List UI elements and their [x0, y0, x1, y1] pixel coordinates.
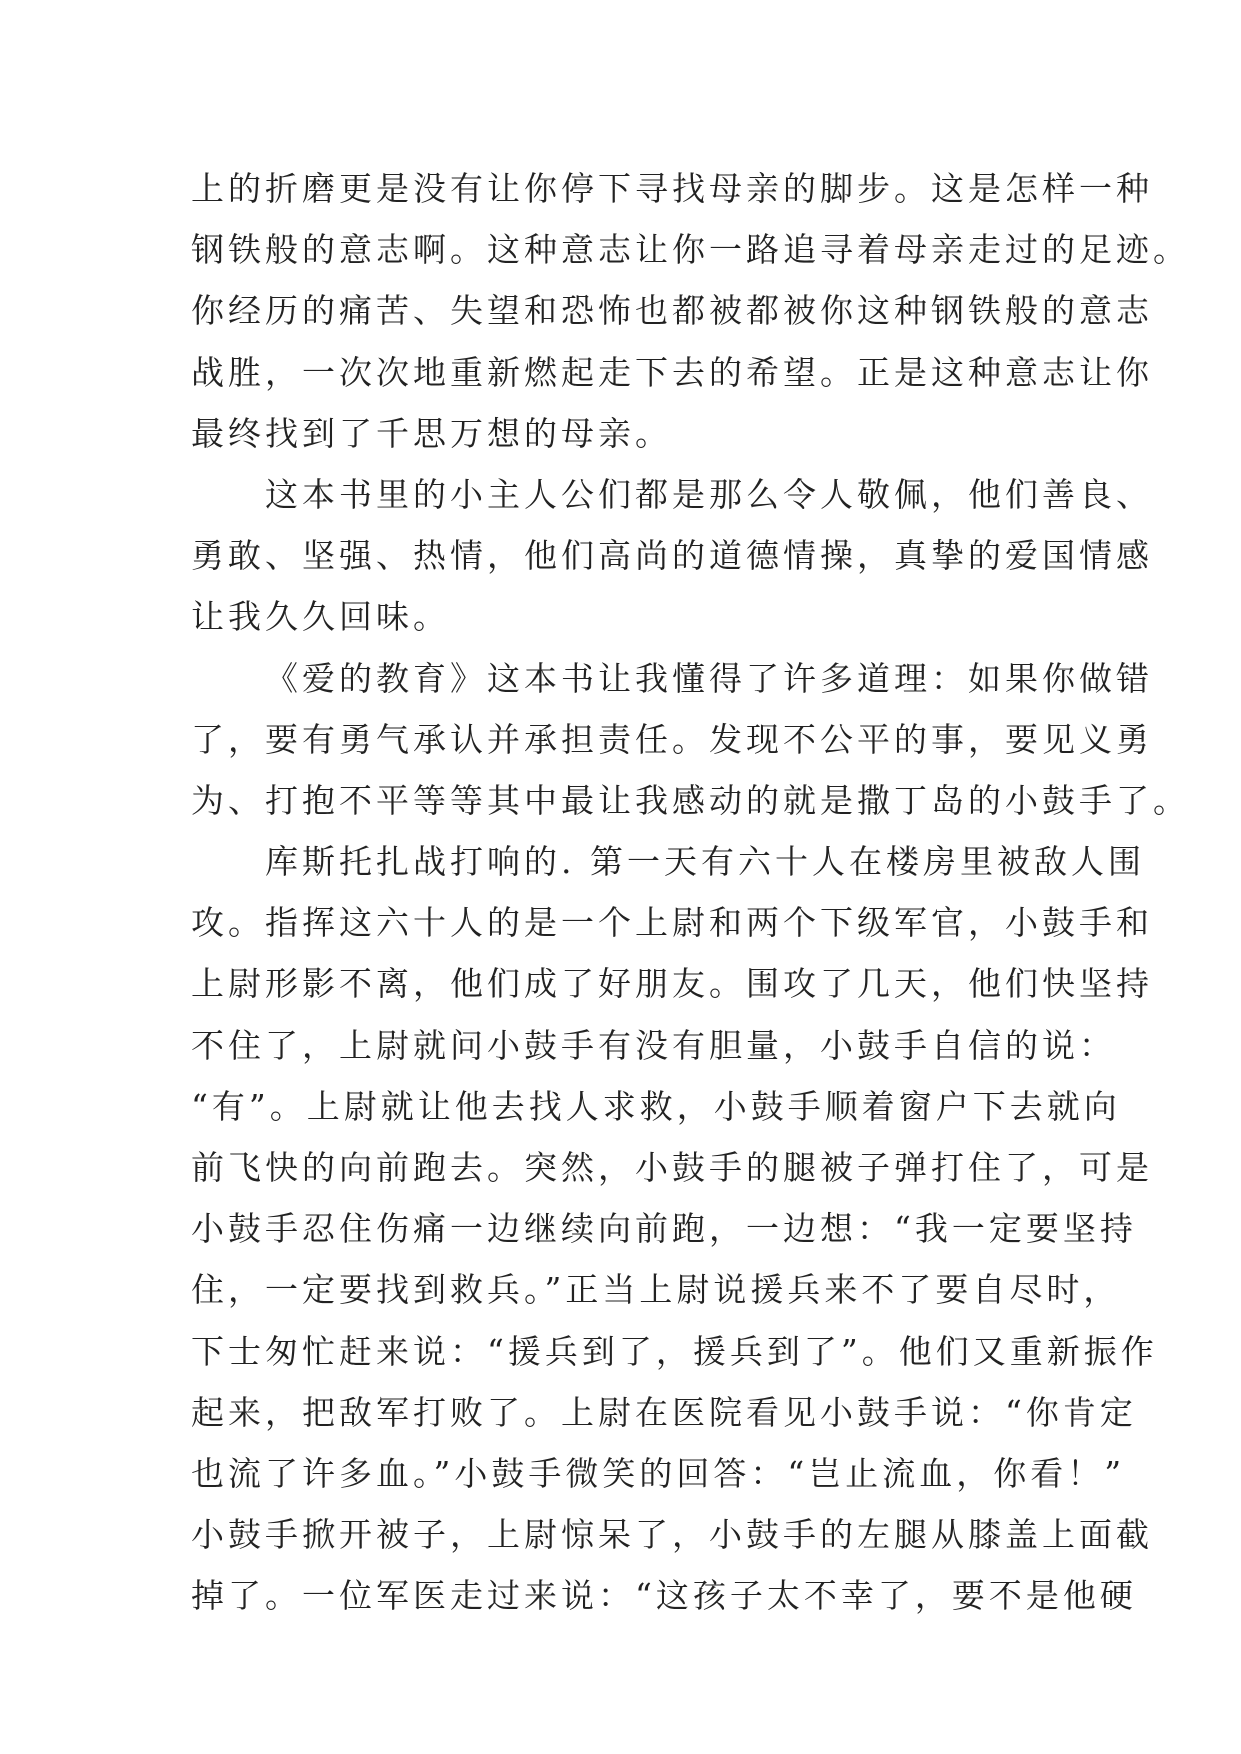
text-line: 小鼓手掀开被子，上尉惊呆了，小鼓手的左腿从膝盖上面截: [191, 1515, 1153, 1555]
text-line: 你经历的痛苦、失望和恐怖也都被都被你这种钢铁般的意志: [191, 291, 1153, 331]
text-line: 住，一定要找到救兵。”正当上尉说援兵来不了要自尽时，: [191, 1270, 1121, 1310]
body-text: [191, 158, 1190, 1627]
paragraph-first-line: 《爱的教育》这本书让我懂得了许多道理：如果你做错: [265, 658, 1153, 698]
paragraph-first-line: 库斯托扎战打响的. 第一天有六十人在楼房里被敌人围: [265, 842, 1145, 882]
text-line: 了，要有勇气承认并承担责任。发现不公平的事，要见义勇: [191, 719, 1153, 759]
text-line: 上的折磨更是没有让你停下寻找母亲的脚步。这是怎样一种: [191, 169, 1153, 208]
text-line: 前飞快的向前跑去。突然，小鼓手的腿被子弹打住了，可是: [191, 1148, 1153, 1187]
text-line: 掉了。一位军医走过来说：“这孩子太不幸了，要不是他硬: [191, 1576, 1137, 1616]
text-line: 钢铁般的意志啊。这种意志让你一路追寻着母亲走过的足迹。: [191, 230, 1190, 270]
text-line: “有”。上尉就让他去找人求救，小鼓手顺着窗户下去就向: [191, 1086, 1121, 1126]
text-line: 上尉形影不离，他们成了好朋友。围攻了几天，他们快坚持: [191, 964, 1153, 1004]
text-line: 也流了许多血。”小鼓手微笑的回答：“岂止流血，你看！”: [191, 1453, 1126, 1493]
text-line: 小鼓手忍住伤痛一边继续向前跑，一边想：“我一定要坚持: [191, 1209, 1137, 1249]
paragraph-first-line: 这本书里的小主人公们都是那么令人敬佩，他们善良、: [265, 474, 1153, 514]
text-line: 攻。指挥这六十人的是一个上尉和两个下级军官，小鼓手和: [191, 903, 1153, 943]
text-line: 勇敢、坚强、热情，他们高尚的道德情操，真挚的爱国情感: [191, 536, 1153, 576]
text-line: 起来，把敌军打败了。上尉在医院看见小鼓手说：“你肯定: [191, 1392, 1137, 1432]
text-line: 最终找到了千思万想的母亲。: [191, 413, 672, 453]
text-line: 战胜，一次次地重新燃起走下去的希望。正是这种意志让你: [191, 352, 1153, 392]
text-line: 下士匆忙赶来说：“援兵到了，援兵到了”。他们又重新振作: [191, 1331, 1158, 1371]
text-line: 让我久久回味。: [191, 597, 450, 637]
text-line: 为、打抱不平等等其中最让我感动的就是撒丁岛的小鼓手了。: [191, 780, 1190, 820]
text-line: 不住了，上尉就问小鼓手有没有胆量，小鼓手自信的说：: [191, 1025, 1116, 1065]
